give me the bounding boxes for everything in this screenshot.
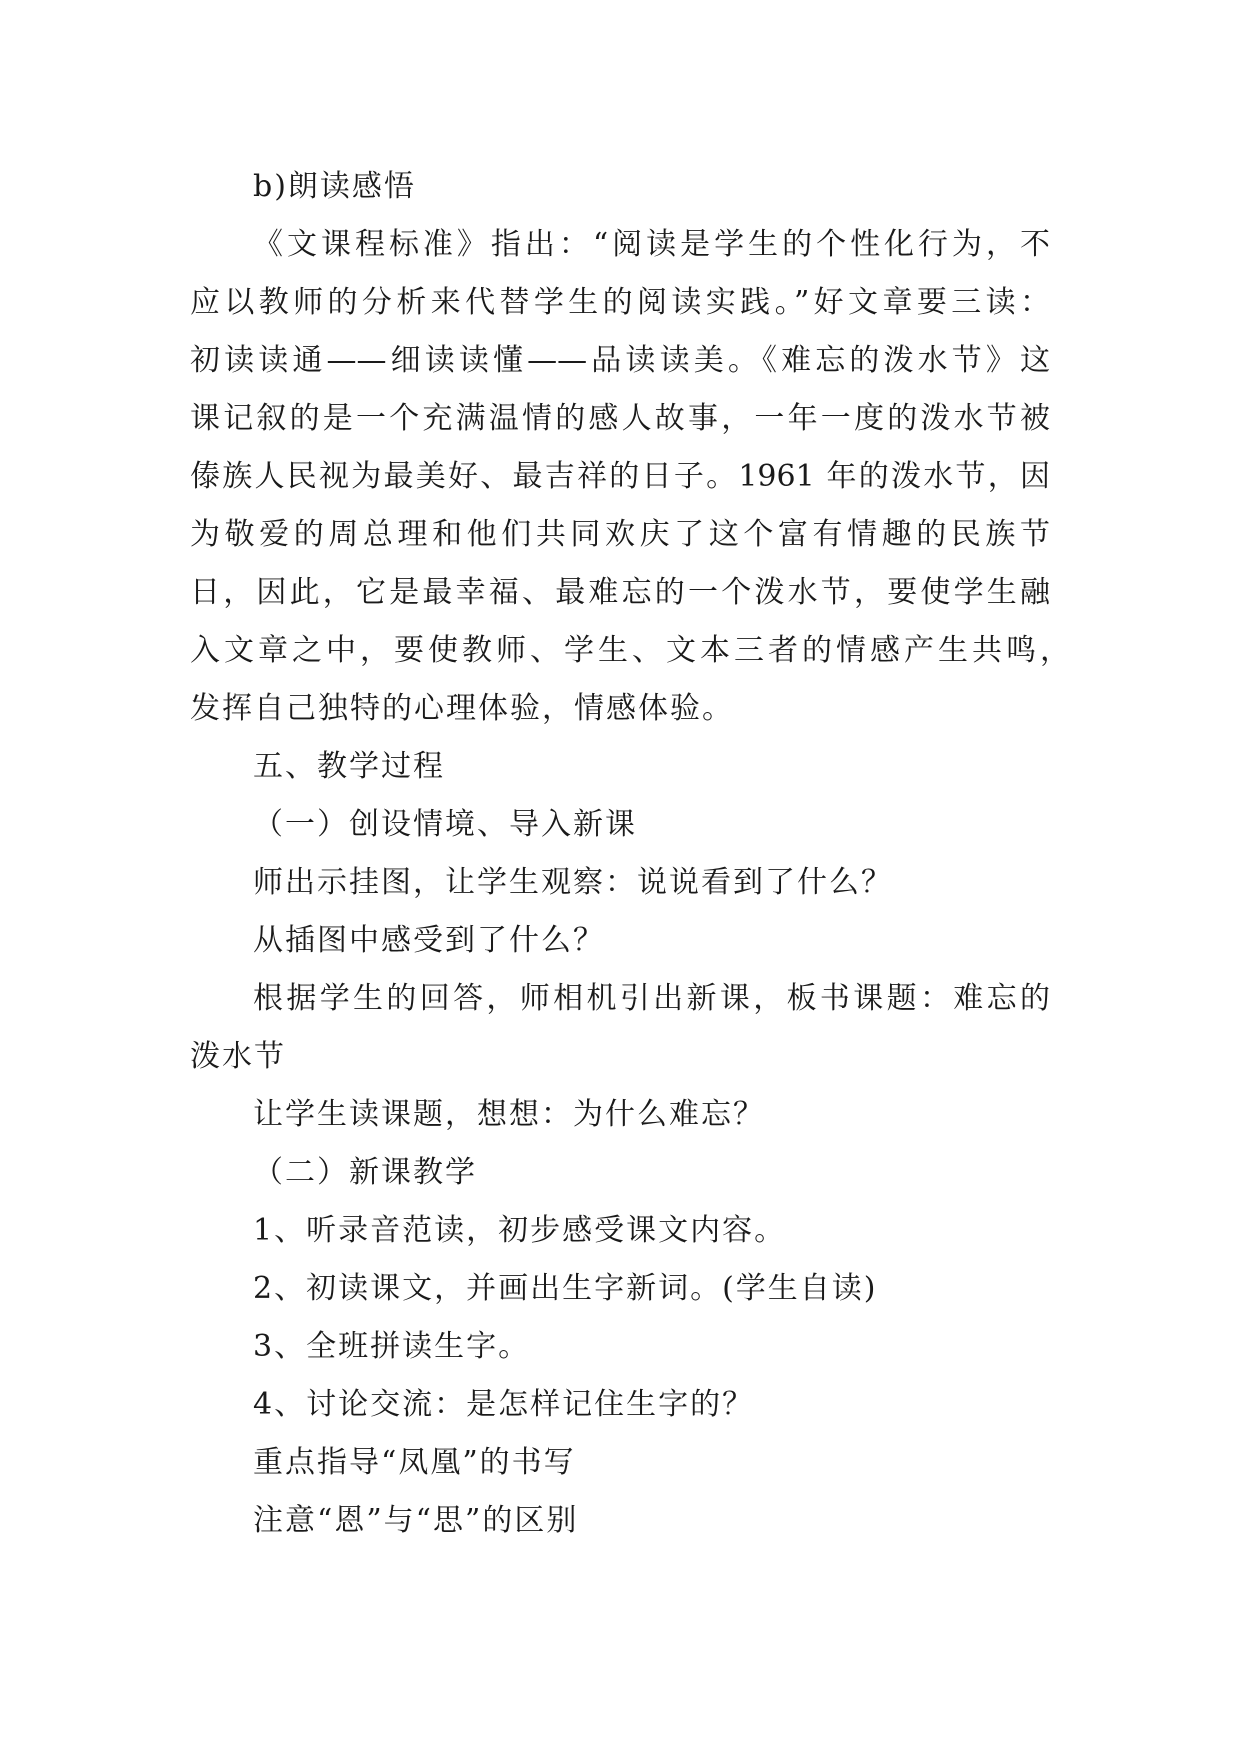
paragraph-line: 发挥自己独特的心理体验，情感体验。 bbox=[190, 691, 734, 726]
list-item: 2、初读课文，并画出生字新词。(学生自读) bbox=[253, 1271, 878, 1306]
paragraph-line: 师出示挂图，让学生观察：说说看到了什么？ bbox=[253, 865, 893, 900]
paragraph-line: 泼水节 bbox=[190, 1039, 286, 1074]
subsection-heading: （二）新课教学 bbox=[253, 1155, 477, 1190]
paragraph-line: 注意“恩”与“思”的区别 bbox=[253, 1503, 579, 1538]
list-item: 3、全班拼读生字。 bbox=[253, 1329, 531, 1364]
paragraph-line: 日，因此，它是最幸福、最难忘的一个泼水节，要使学生融 bbox=[190, 575, 1050, 610]
subsection-heading: （一）创设情境、导入新课 bbox=[253, 807, 637, 842]
paragraph-line: 初读读通——细读读懂——品读读美。《难忘的泼水节》这 bbox=[190, 343, 1050, 378]
paragraph-line: 从插图中感受到了什么？ bbox=[253, 923, 605, 958]
paragraph-line: 课记叙的是一个充满温情的感人故事，一年一度的泼水节被 bbox=[190, 401, 1050, 436]
paragraph-line: 傣族人民视为最美好、最吉祥的日子。1961 年的泼水节，因 bbox=[190, 459, 1050, 494]
section-heading: 五、教学过程 bbox=[253, 749, 445, 784]
paragraph-line: 《文课程标准》指出：“阅读是学生的个性化行为，不 bbox=[253, 227, 1050, 262]
list-item: 1、听录音范读，初步感受课文内容。 bbox=[253, 1213, 787, 1248]
paragraph-line: 入文章之中，要使教师、学生、文本三者的情感产生共鸣， bbox=[190, 633, 1070, 668]
paragraph-line: 重点指导“凤凰”的书写 bbox=[253, 1445, 576, 1480]
paragraph-line: 应以教师的分析来代替学生的阅读实践。”好文章要三读： bbox=[190, 285, 1050, 320]
list-item: 4、讨论交流：是怎样记住生字的？ bbox=[253, 1387, 755, 1422]
paragraph-line: 让学生读课题，想想：为什么难忘？ bbox=[253, 1097, 765, 1132]
paragraph-line: 根据学生的回答，师相机引出新课，板书课题：难忘的 bbox=[253, 981, 1050, 1016]
subheading-reading: b)朗读感悟 bbox=[253, 169, 416, 204]
paragraph-line: 为敬爱的周总理和他们共同欢庆了这个富有情趣的民族节 bbox=[190, 517, 1050, 552]
